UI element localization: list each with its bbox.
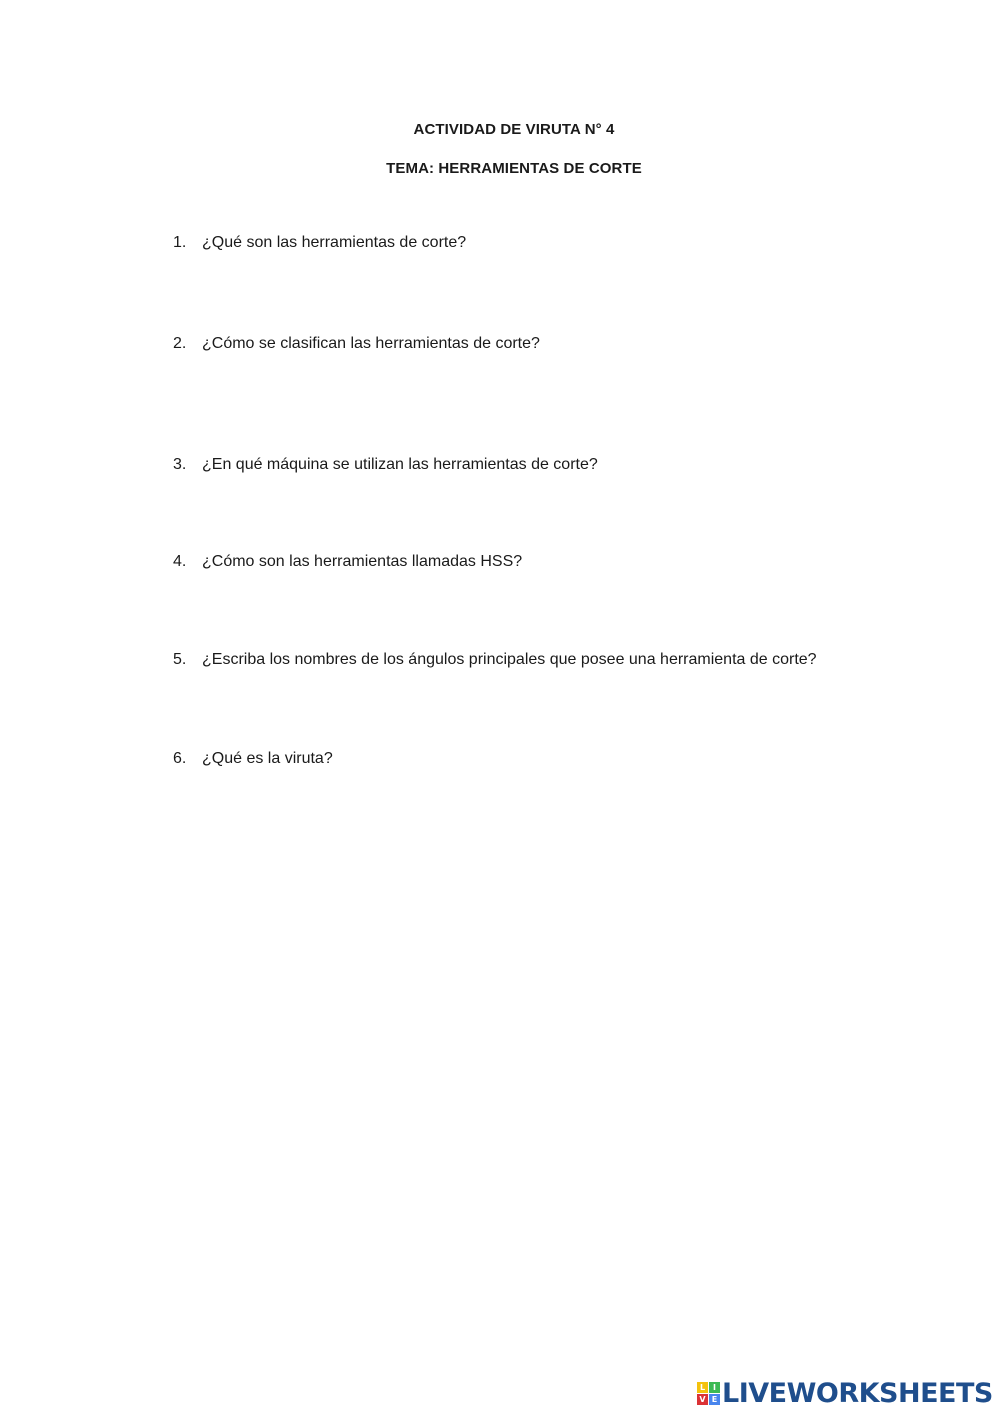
question-text: ¿Cómo son las herramientas llamadas HSS? [202,553,523,570]
question-number: 1. [173,234,187,251]
logo-letter-l: L [697,1382,708,1393]
question-item [173,750,333,768]
logo-letter-v: V [697,1394,708,1405]
question-text: ¿En qué máquina se utilizan las herramientas de corte? [202,456,598,473]
question-item [173,335,540,353]
question-number: 3. [173,456,187,473]
logo-letter-e: E [709,1394,720,1405]
question-text: ¿Qué son las herramientas de corte? [202,234,467,251]
page-title: ACTIVIDAD DE VIRUTA N° 4 [413,121,615,138]
question-text: ¿Qué es la viruta? [202,750,333,767]
question-text: ¿Escriba los nombres de los ángulos principales que posee una herramienta de corte? [202,651,817,668]
question-number: 6. [173,750,187,767]
brand-name: LIVEWORKSHEETS [722,1377,993,1409]
question-number: 2. [173,335,187,352]
question-number: 4. [173,553,187,570]
question-item [173,456,598,474]
question-text: ¿Cómo se clasifican las herramientas de corte? [202,335,540,352]
question-item [173,234,466,252]
liveworksheets-brand[interactable] [697,1376,993,1410]
question-item [173,651,817,669]
liveworksheets-logo-icon [697,1382,720,1405]
page-subtitle: TEMA: HERRAMIENTAS DE CORTE [386,160,642,177]
question-item [173,553,522,571]
question-number: 5. [173,651,187,668]
logo-letter-i: I [709,1382,720,1393]
